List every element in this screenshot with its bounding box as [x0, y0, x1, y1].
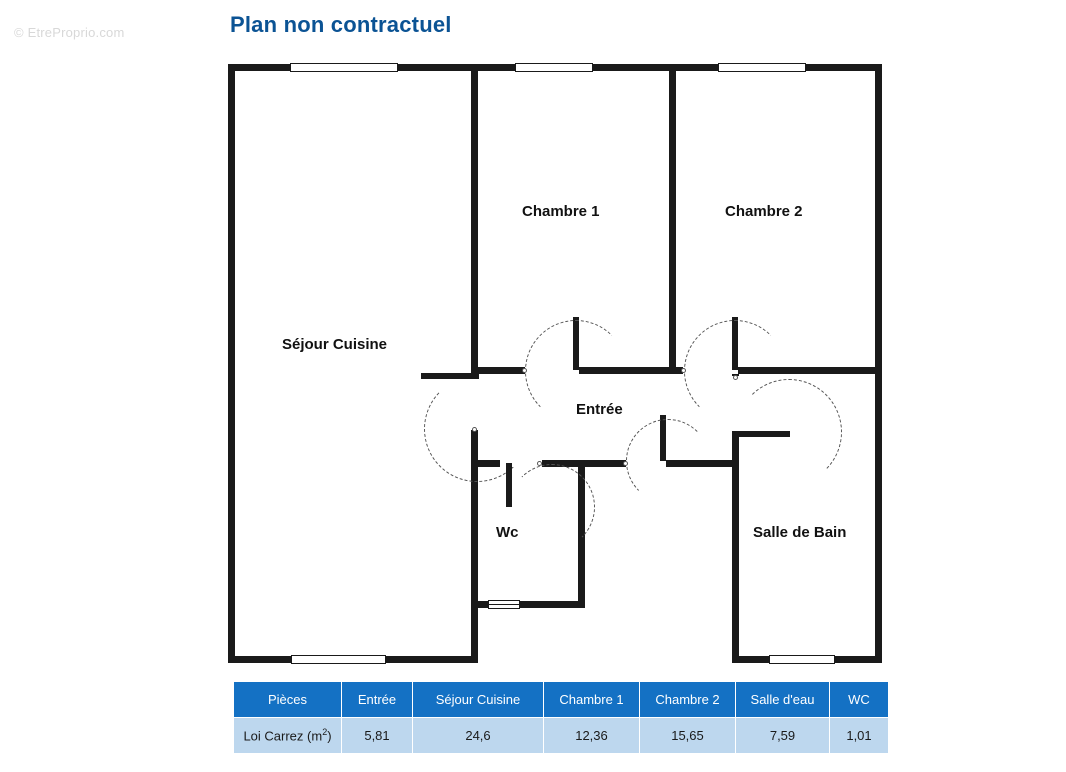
window-wc-mullion — [488, 604, 520, 605]
room-label-chambre-2: Chambre 2 — [725, 203, 803, 220]
door-hinge-chambre2 — [681, 368, 686, 373]
table-header-salle-deau: Salle d'eau — [736, 682, 830, 718]
table-cell-salle-deau: 7,59 — [736, 718, 830, 754]
door-hinge-wc — [537, 461, 542, 466]
page-title: Plan non contractuel — [230, 12, 452, 37]
room-label-sejour-cuisine: Séjour Cuisine — [282, 336, 388, 353]
table-header-chambre-2: Chambre 2 — [640, 682, 736, 718]
table-cell-entree: 5,81 — [342, 718, 413, 754]
door-arc-entree-corridor — [626, 419, 710, 503]
table-cell-sejour-cuisine: 24,6 — [413, 718, 544, 754]
table-header-row — [234, 682, 889, 718]
window-sejour-bottom — [291, 655, 386, 664]
loi-carrez-label-sup: 2 — [322, 727, 328, 738]
door-hinge-sejour — [472, 427, 477, 432]
window-chambre1-top — [515, 63, 593, 72]
table-cell-chambre-2: 15,65 — [640, 718, 736, 754]
table-cell-wc: 1,01 — [830, 718, 889, 754]
window-salledebain-bottom — [769, 655, 835, 664]
wall-sejour-right — [471, 64, 478, 663]
table-row — [234, 718, 889, 754]
loi-carrez-label-prefix: Loi Carrez (m — [243, 728, 323, 744]
room-label-wc: Wc — [496, 524, 519, 541]
room-label-chambre-1: Chambre 1 — [522, 203, 600, 220]
room-label-entree: Entrée — [576, 401, 623, 418]
table-header-pieces: Pièces — [234, 682, 342, 718]
loi-carrez-label-suffix: ) — [327, 728, 332, 744]
table-cell-chambre-1: 12,36 — [544, 718, 640, 754]
watermark: © EtreProprio.com — [14, 25, 125, 40]
table-header-chambre-1: Chambre 1 — [544, 682, 640, 718]
window-sejour-top — [290, 63, 398, 72]
table-header-wc: WC — [830, 682, 889, 718]
floor-plan — [228, 64, 882, 664]
table-header-entree: Entrée — [342, 682, 413, 718]
door-hinge-salledebain — [733, 375, 738, 380]
window-chambre2-top — [718, 63, 806, 72]
wall-between-chambres — [669, 64, 676, 374]
table-header-sejour-cuisine: Séjour Cuisine — [413, 682, 544, 718]
door-arc-salledebain — [736, 379, 842, 485]
wall-exterior-right — [875, 64, 882, 663]
room-label-salle-de-bain: Salle de Bain — [753, 524, 847, 541]
door-hinge-entree-corridor — [623, 461, 628, 466]
wall-exterior-left — [228, 64, 235, 663]
areas-table — [233, 681, 889, 754]
table-row-label — [234, 718, 342, 754]
door-arc-wc — [509, 464, 595, 550]
door-hinge-chambre1 — [522, 368, 527, 373]
